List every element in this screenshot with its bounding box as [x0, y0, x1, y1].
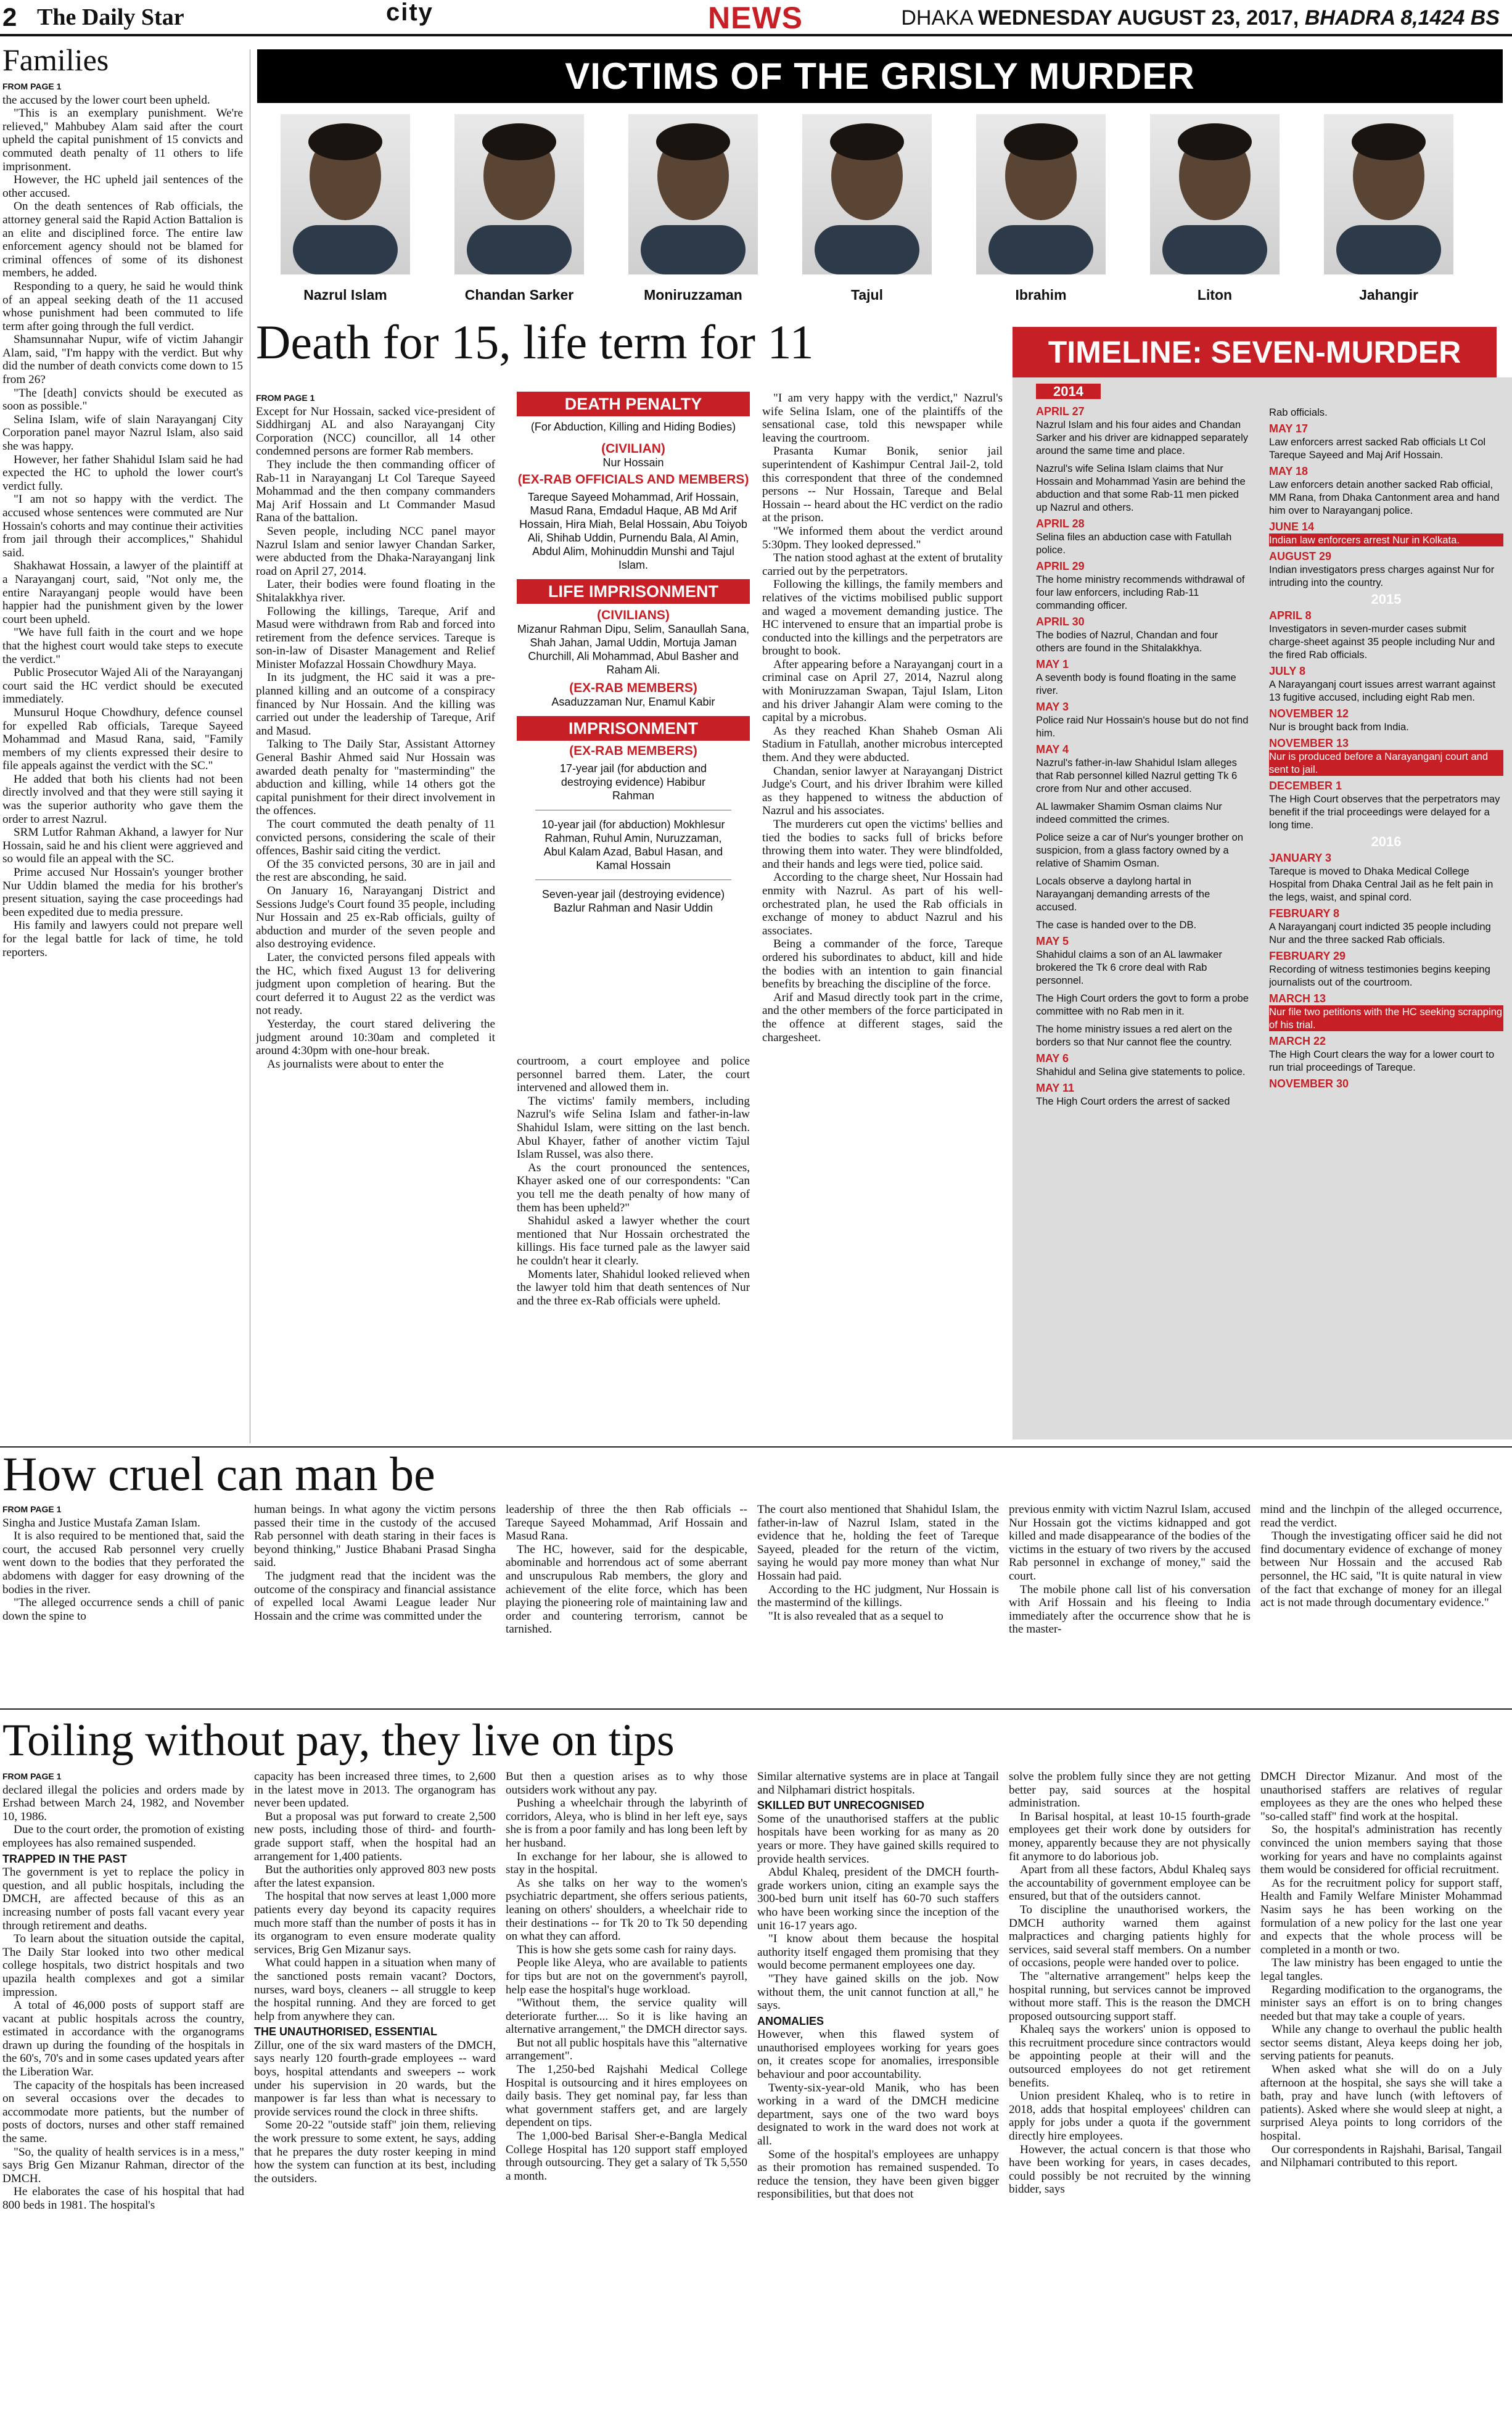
- paragraph: "I am not so happy with the verdict. The accused whose sentences were commuted are Nur Hossain's cohorts and may continue their activities from jail through their accomplices," Shahidul said.: [2, 493, 243, 559]
- civilian-names-1: Nur Hossain: [602, 456, 664, 469]
- paragraph: Yesterday, the court stared delivering the judgment around 10:30am and completed it around 4:30pm with one-hour break.: [256, 1017, 495, 1058]
- victim-name: Chandan Sarker: [464, 287, 574, 303]
- paragraph: On the death sentences of Rab officials, the attorney general said the Rapid Action Battalion is an elite and disciplined force. The entire law enforcement agency should not be blamed for criminal offences of some of its dishonest members, he added.: [2, 200, 243, 280]
- paragraph: Following the killings, the family members and relatives of the victims mobilised public support and waged a movement demanding justice. The HC intervened to ensure that an impartial probe is conducted into the killings and the perpetrators are brought to book.: [762, 578, 1003, 658]
- paragraph: courtroom, a court employee and police personnel barred them. Later, the court intervened and allowed them in.: [517, 1055, 750, 1095]
- paragraph: Twenty-six-year-old Manik, who has been working in a ward of the DMCH medicine department, says one of the two ward boys designated to work in the ward does not work at all.: [757, 2081, 999, 2148]
- timeline-entry: Nazrul's wife Selina Islam claims that Nur Hossain and Mohammad Yasin are behind the abduction and that some Rab-11 men picked up Nazrul and others.: [1036, 463, 1246, 513]
- timeline-entry: A seventh body is found floating in the same river.: [1036, 672, 1236, 696]
- paragraph: So, the hospital's administration has recently convinced the union members saying that those working for years and have no complaints against them would be considered for official recruitment.: [1260, 1823, 1502, 1877]
- timeline-entry: The High Court clears the way for a lower court to run trial proceedings of Tareque.: [1269, 1048, 1495, 1073]
- paragraph: "So, the quality of health services is in a mess," says Brig Gen Mizanur Rahman, director of the DMCH.: [2, 2145, 244, 2185]
- paragraph: However, the HC upheld jail sentences of the other accused.: [2, 173, 243, 200]
- paragraph: solve the problem fully since they are not getting better pay, said sources at the hospital administration.: [1009, 1770, 1251, 1810]
- paragraph: According to the charge sheet, Nur Hossain had enmity with Nazrul. As part of his well-orchestrated plan, he used the Rab officials in exchange of money to abduct Nazrul and his associates.: [762, 871, 1003, 937]
- timeline-title: TIMELINE: SEVEN-MURDER: [1013, 327, 1497, 377]
- timeline-entry: Shahidul claims a son of an AL lawmaker brokered the Tk 6 crore deal with Rab personnel.: [1036, 949, 1222, 986]
- paragraph: Arif and Masud directly took part in the crime, and the other members of the force participated in the offence at different stages, said the chargesheet.: [762, 991, 1003, 1044]
- paragraph: Later, their bodies were found floating in the Shitalakkhya river.: [256, 578, 495, 604]
- paragraph: While any change to overhaul the public health sector seems distant, Aleya keeps doing her job, serving patients for peanuts.: [1260, 2023, 1502, 2063]
- paragraph: "It is also revealed that as a sequel to: [768, 1609, 943, 1623]
- paragraph: It is also required to be mentioned that, said the court, the accused Rab personnel very cruelly went down to the bodies that they perforated the abdomens with dagger for easy drowning of the bodies in the river.: [2, 1530, 244, 1596]
- timeline-date: MAY 3: [1036, 701, 1069, 713]
- cruel-column: [1260, 1503, 1502, 1700]
- paragraph: Singha and Justice Mustafa Zaman Islam.: [2, 1516, 200, 1530]
- person-silhouette-icon: [628, 114, 758, 274]
- paragraph: Pushing a wheelchair through the labyrinth of corridors, Aleya, who is blind in her left eye, says she is from a poor family and has long been left by her husband.: [506, 1797, 747, 1850]
- timeline-date: APRIL 27: [1036, 405, 1085, 418]
- timeline-entry: Law enforcers arrest sacked Rab officials Lt Col Tareque Sayeed and Maj Arif Hossain.: [1269, 436, 1486, 461]
- cruel-column: [1009, 1503, 1251, 1700]
- from-page-label: FROM PAGE 1: [2, 1771, 62, 1781]
- timeline-entry: Recording of witness testimonies begins keeping journalists out of the courtroom.: [1269, 963, 1490, 988]
- paragraph: Apart from all these factors, Abdul Khaleq says the accountability of government employee can be ensured, but that of the outsiders cannot.: [1009, 1863, 1251, 1903]
- timeline-date: JULY 8: [1269, 665, 1306, 677]
- victim-name: Tajul: [851, 287, 883, 303]
- paragraph: "Without them, the service quality will deteriorate further.... So it is like having an alternative arrangement," the DMCH director says.: [506, 1996, 747, 2037]
- victim-photo: [1150, 114, 1280, 274]
- paragraph: Prasanta Kumar Bonik, senior jail superintendent of Kashimpur Central Jail-2, told this correspondent that three of the condemned persons -- Nur Hossain, Tareque and Belal Hossain -- heard about the HC verdict on the radio at the prison.: [762, 445, 1003, 525]
- dateline-place: DHAKA: [901, 6, 972, 30]
- timeline-entry: Law enforcers detain another sacked Rab official, MM Rana, from Dhaka Cantonment area and hand him over to Narayanganj police.: [1269, 479, 1500, 516]
- paragraph: Talking to The Daily Star, Assistant Attorney General Bashir Ahmed said Nur Hossain was awarded death penalty for "masterminding" the abduction and killing, while 14 others got the capital punishment for their direct involvement in the offences.: [256, 738, 495, 818]
- paragraph: When asked what she will do on a July afternoon at the hospital, she says she will take a bath, pray and have lunch (with leftovers of patients). Asked where she would sleep at night, a surprised Aleya points to long corridors of the hospital.: [1260, 2063, 1502, 2143]
- paragraph: leadership of three the then Rab officials -- Tareque Sayeed Mohammad, Arif Hossain and Masud Rana.: [506, 1503, 747, 1543]
- death15-column-1: [256, 392, 495, 1440]
- timeline-date: JUNE 14: [1269, 521, 1315, 533]
- timeline-entry: Nazrul's father-in-law Shahidul Islam alleges that Rab personnel killed Nazrul getting Tk 6 crore from Nur and other accused.: [1036, 757, 1238, 794]
- paragraph: He elaborates the case of his hospital that had 800 beds in 1981. The hospital's: [2, 2185, 244, 2212]
- imprisonment-entry-2: 10-year jail (for abduction) Mokhlesur Rahman, Ruhul Amin, Nuruzzaman, Abul Kalam Azad, Babul Hasan, and Kamal Hossain: [541, 818, 725, 871]
- timeline-entry: The High Court observes that the perpetrators may benefit if the trial proceedings were delayed for a long time.: [1269, 793, 1500, 831]
- paragraph: human beings. In what agony the victim persons passed their time in the custody of the accused Rab personnel with death staring in their faces is beyond thinking," Justice Bhabani Prasad Singha said.: [254, 1503, 496, 1570]
- person-silhouette-icon: [1324, 114, 1453, 274]
- person-silhouette-icon: [454, 114, 584, 274]
- paragraph: In Barisal hospital, at least 10-15 fourth-grade employees get their work done by outsiders for money, apparently because they are not physically fit anymore to do laborious job.: [1009, 1810, 1251, 1863]
- victim-name: Liton: [1197, 287, 1233, 303]
- paragraph: Abdul Khaleq, president of the DMCH fourth-grade workers union, citing an example says the 300-bed burn unit itself has 60-70 such staffers who have been working since the inception of the unit 16-17 years ago.: [757, 1866, 999, 1932]
- paragraph: The 1,000-bed Barisal Sher-e-Bangla Medical College Hospital has 120 support staff employed through outsourcing. They get a salary of Tk 5,550 a month.: [506, 2130, 747, 2183]
- imprisonment-title: IMPRISONMENT: [517, 716, 750, 741]
- toiling-headline: Toiling without pay, they live on tips: [2, 1715, 675, 1766]
- timeline-date: NOVEMBER 30: [1269, 1077, 1349, 1090]
- paragraph: "We informed them about the verdict around 5:30pm. They looked depressed.": [762, 524, 1003, 551]
- timeline-date: APRIL 8: [1269, 609, 1312, 622]
- dateline-date: WEDNESDAY AUGUST 23, 2017,: [978, 6, 1299, 30]
- paragraph: Some of the hospital's employees are unhappy as their promotion has remained suspended. To reduce the tension, they have been given bigger responsibilities, but that does not: [757, 2148, 999, 2201]
- paragraph: Regarding modification to the organograms, the minister says an effort is on to bring changes needed but that may take a couple of years.: [1260, 1983, 1502, 2023]
- paragraph: But not all public hospitals have this "alternative arrangement".: [506, 2036, 747, 2063]
- paragraph: To discipline the unauthorised workers, the DMCH authority warned them against malpractices and charging patients highly for services, said several staff members. On a number of occasions, people were handed over to police.: [1009, 1903, 1251, 1970]
- timeline-date: APRIL 28: [1036, 517, 1085, 530]
- timeline-date: MAY 18: [1269, 465, 1309, 477]
- paragraph: The murderers cut open the victims' bellies and tied the bodies to sacks full of bricks before throwing them into water. They were blindfolded, and their hands and legs were tied, police said.: [762, 818, 1003, 871]
- paragraph: The "alternative arrangement" helps keep the hospital running, but services cannot be improved without more staff. This is the reason the DMCH proposed outsourcing support staff.: [1009, 1969, 1251, 2023]
- families-article: [2, 80, 243, 1434]
- paragraph: They include the then commanding officer of Rab-11 in Narayanganj Lt Col Tareque Sayeed Mohammad and the then company commanders Maj Arif Hossain and Lt Commander Masud Rana of the battalion.: [256, 458, 495, 525]
- civilian-label-2: (CIVILIANS): [597, 608, 670, 622]
- timeline-entry: Police raid Nur Hossain's house but do not find him.: [1036, 714, 1249, 739]
- timeline-entry: Tareque is moved to Dhaka Medical College Hospital from Dhaka Central Jail as he felt pain in the legs, waist, and spinal cord.: [1269, 865, 1494, 903]
- timeline-date: MAY 6: [1036, 1052, 1069, 1065]
- victim-name: Ibrahim: [1015, 287, 1067, 303]
- paper-logo: The Daily Star: [37, 4, 184, 30]
- paragraph: the accused by the lower court been upheld.: [2, 93, 210, 107]
- page-number: 2: [2, 2, 17, 31]
- timeline-date: MAY 5: [1036, 935, 1069, 947]
- timeline-year-2014: 2014: [1036, 384, 1101, 399]
- toiling-column: [506, 1770, 747, 2412]
- cruel-column: [254, 1503, 496, 1700]
- paragraph: As she talks on her way to the women's psychiatric department, she offers serious patients, leaning on others' shoulders, a wheelchair ride to their destinations -- for Tk 20 to Tk 50 depending on what they can afford.: [506, 1876, 747, 1943]
- paragraph: Of the 35 convicted persons, 30 are in jail and the rest are absconding, he said.: [256, 857, 495, 884]
- section-rule: [0, 1708, 1512, 1710]
- timeline-entry: The case is handed over to the DB.: [1036, 919, 1197, 931]
- death15-headline: Death for 15, life term for 11: [256, 315, 814, 369]
- timeline-entry: A Narayanganj court issues arrest warrant against 13 fugitive accused, including eight Rab men.: [1269, 678, 1496, 703]
- paragraph: "We have full faith in the court and we hope that the highest court would take steps to execute the verdict.": [2, 626, 243, 666]
- timeline-entry: AL lawmaker Shamim Osman claims Nur indeed committed the crimes.: [1036, 801, 1222, 825]
- victim-photo: [976, 114, 1106, 274]
- civilian-names-2: Mizanur Rahman Dipu, Selim, Sanaullah Sana, Shah Jahan, Jamal Uddin, Mortuja Jaman Churchill, Ali Mohammad, Abul Basher and Raham Ali.: [517, 623, 750, 676]
- timeline-date: AUGUST 29: [1269, 550, 1332, 562]
- paragraph: Similar alternative systems are in place at Tangail and Nilphamari district hospitals.: [757, 1770, 999, 1797]
- cruel-headline: How cruel can man be: [2, 1447, 435, 1501]
- timeline-date: APRIL 30: [1036, 616, 1085, 628]
- timeline-entry: The High Court orders the govt to form a probe committee with no Rab men in it.: [1036, 992, 1249, 1017]
- timeline-entry: Selina files an abduction case with Fatullah police.: [1036, 531, 1232, 556]
- paragraph: The court commuted the death penalty of 11 convicted persons, considering the scale of their offences, Bashir said citing the verdict.: [256, 818, 495, 858]
- paragraph: Union president Khaleq, who is to retire in 2018, adds that hospital employees' children can apply for jobs under a quota if the government directly hire employees.: [1009, 2090, 1251, 2143]
- toiling-column: [1009, 1770, 1251, 2412]
- timeline-entry: Police seize a car of Nur's younger brother on suspicion, from a glass factory owned by a relative of Shamim Osman.: [1036, 831, 1244, 869]
- timeline-entry: The bodies of Nazrul, Chandan and four others are found in the Shitalakkhya.: [1036, 629, 1218, 654]
- timeline-entry: Nur is brought back from India.: [1269, 721, 1409, 733]
- timeline-date: MARCH 13: [1269, 992, 1326, 1005]
- victim-name: Moniruzzaman: [644, 287, 742, 303]
- toiling-column: [254, 1770, 496, 2412]
- toiling-column: [2, 1770, 244, 2412]
- timeline-date: MARCH 22: [1269, 1035, 1326, 1047]
- timeline-entry: A Narayanganj court indicted 35 people including Nur and the three sacked Rab officials.: [1269, 921, 1491, 945]
- timeline-date: FEBRUARY 29: [1269, 950, 1346, 962]
- paragraph: As the court pronounced the sentences, Khayer asked one of our correspondents: "Can you tell me the death penalty of how many of them has been upheld?": [517, 1161, 750, 1214]
- paragraph: However, when this flawed system of unauthorised employees working for years goes on, it creates scope for anomalies, irresponsible behaviour and poor accountability.: [757, 2028, 999, 2082]
- victim-name: Nazrul Islam: [303, 287, 387, 303]
- death15-column-2: [517, 1055, 750, 1440]
- timeline-date: NOVEMBER 12: [1269, 707, 1349, 720]
- paragraph: Chandan, senior lawyer at Narayanganj District Judge's Court, and his driver Ibrahim were killed as they happened to witness the abduction of Nazrul and his associates.: [762, 764, 1003, 818]
- cruel-column: [506, 1503, 747, 1700]
- paragraph: Being a commander of the force, Tareque ordered his subordinates to abduct, kill and hide the bodies with an intention to gain financial benefits by breaching the discipline of the force.: [762, 937, 1003, 991]
- from-page-label: FROM PAGE 1: [2, 1504, 62, 1514]
- paragraph: Munsurul Hoque Chowdhury, defence counsel for expelled Rab officials, Tareque Sayeed Mohammad and Masud Rana, said, "Family members of my clients expressed their desire to file appeals against the verdict with the SC.": [2, 706, 243, 773]
- paragraph: But a proposal was put forward to create 2,500 new posts, including those of third- and fourth-grade support staff, when the hospital had an arrangement for 1,400 patients.: [254, 1810, 496, 1863]
- paragraph: The victims' family members, including Nazrul's wife Selina Islam and father-in-law Shahidul Islam, were sitting on the last bench. Abul Khayer, father of another victim Tajul Islam Russel, was also there.: [517, 1094, 750, 1161]
- paragraph: But the authorities only approved 803 new posts after the latest expansion.: [254, 1863, 496, 1890]
- victim-name: Jahangir: [1359, 287, 1418, 303]
- timeline-entry: Rab officials.: [1269, 406, 1328, 418]
- paragraph: DMCH Director Mizanur. And most of the unauthorised staffers are relatives of regular employees as they are the ones who helped these "so-called staff" find work at the hospital.: [1260, 1770, 1502, 1823]
- timeline-date: MAY 11: [1036, 1082, 1075, 1094]
- timeline-entry: Indian investigators press charges against Nur for intruding into the country.: [1269, 564, 1495, 588]
- paragraph: "I am very happy with the verdict," Nazrul's wife Selina Islam, one of the plaintiffs of the sensational case, told this newspaper while leaving the courtroom.: [762, 392, 1003, 445]
- timeline-entry: Shahidul and Selina give statements to police.: [1036, 1066, 1246, 1077]
- paragraph: "They have gained skills on the job. Now without them, the unit cannot function at all," he says.: [757, 1972, 999, 2012]
- section-label: city: [386, 0, 433, 26]
- paragraph: declared illegal the policies and orders made by Ershad between March 24, 1982, and November 10, 1986.: [2, 1783, 244, 1823]
- timeline-year-2015: 2015: [1371, 591, 1402, 607]
- paragraph: Some 20-22 "outside staff" join them, relieving the work pressure to some extent, he says, adding that he prepares the duty roster keeping in mind how the system can function at its best, including the outsiders.: [254, 2119, 496, 2185]
- timeline-entry: Indian law enforcers arrest Nur in Kolkata.: [1269, 533, 1503, 546]
- rab-label-3: (EX-RAB MEMBERS): [569, 744, 697, 758]
- paragraph: Khaleq says the workers' union is opposed to this recruitment procedure since contractors would be appointing people at their will and the outsourced employees do not get retirement benefits.: [1009, 2023, 1251, 2090]
- paragraph: Selina Islam, wife of slain Narayanganj City Corporation panel mayor Nazrul Islam, also said she was happy.: [2, 413, 243, 453]
- paragraph: After appearing before a Narayanganj court in a criminal case on April 27, 2014, Nazrul along with Moniruzzaman Swapan, Tajul Islam, Liton and his driver Jahangir Alam were coming to the capital by a microbus.: [762, 657, 1003, 725]
- paragraph: As they reached Khan Shaheb Osman Ali Stadium in Fatullah, another microbus intercepted them. And they were abducted.: [762, 724, 1003, 765]
- timeline-entry: The home ministry recommends withdrawal of four law enforcers, including Rab-11 commanding officer.: [1036, 574, 1245, 611]
- victims-banner: VICTIMS OF THE GRISLY MURDER: [257, 49, 1503, 103]
- subheading: THE UNAUTHORISED, ESSENTIAL: [254, 2025, 438, 2038]
- paragraph: capacity has been increased three times, to 2,600 in the latest move in 2013. The organogram has never been updated.: [254, 1770, 496, 1810]
- families-headline: Families: [2, 43, 109, 77]
- paragraph: A total of 46,000 posts of support staff are vacant at public hospitals across the country, estimated in accordance with the organograms drawn up during the founding of the hospitals in the 60's, 70's and in some cases updated years after the Liberation War.: [2, 1999, 244, 2079]
- timeline-column-left: [1036, 381, 1249, 1436]
- from-page-label: FROM PAGE 1: [256, 393, 315, 403]
- paragraph: According to the HC judgment, Nur Hossain is the mastermind of the killings.: [757, 1583, 999, 1610]
- subheading: ANOMALIES: [757, 2014, 824, 2027]
- rab-names-2: Asaduzzaman Nur, Enamul Kabir: [551, 696, 715, 708]
- timeline-entry: Locals observe a daylong hartal in Narayanganj demanding arrests of the accused.: [1036, 875, 1210, 913]
- paragraph: On January 16, Narayanganj District and Sessions Judge's Court found 35 people, including Nur Hossain and 25 ex-Rab officials, guilty of abduction and murder of the seven people and also destroying evidence.: [256, 884, 495, 951]
- from-page-label: FROM PAGE 1: [2, 81, 62, 91]
- paragraph: However, her father Shahidul Islam said he had expected the HC to uphold the lower court's verdict fully.: [2, 453, 243, 493]
- paragraph: Moments later, Shahidul looked relieved when the lawyer told him that death sentences of Nur and the three ex-Rab officials were upheld.: [517, 1267, 750, 1308]
- paragraph: SRM Lutfor Rahman Akhand, a lawyer for Nur Hossain, said he and his client were aggrieved and so would file an appeal with the SC.: [2, 826, 243, 866]
- paragraph: Following the killings, Tareque, Arif and Masud were withdrawn from Rab and forced into retirement from the defence services. Tareque is son-in-law of Disaster Management and Relief Minister Mofazzal Hossain Chowdhury Maya.: [256, 604, 495, 671]
- life-imprisonment-title: LIFE IMPRISONMENT: [517, 579, 750, 604]
- subheading: SKILLED BUT UNRECOGNISED: [757, 1799, 925, 1812]
- paragraph: Except for Nur Hossain, sacked vice-president of Siddhirganj AL and also Narayanganj City Corporation (NCC) councillor, all 14 other condemned persons are former Rab members.: [256, 405, 495, 458]
- person-silhouette-icon: [802, 114, 932, 274]
- penalty-box: [517, 392, 750, 1045]
- dateline-bangla: BHADRA 8,1424 BS: [1304, 6, 1500, 30]
- paragraph: Shakhawat Hossain, a lawyer of the plaintiff at a Narayanganj court, said, "Not only me, the entire Narayanganj people would have been happier had the punishment given by the lower court been upheld.: [2, 559, 243, 626]
- paragraph: "This is an exemplary punishment. We're relieved," Mahbubey Alam said after the court upheld the capital punishment of 15 convicts and commuted death penalty of 11 others to life imprisonment.: [2, 107, 243, 173]
- imprisonment-entry-3: Seven-year jail (destroying evidence) Bazlur Rahman and Nasir Uddin: [541, 888, 725, 914]
- victim-photo: [1324, 114, 1453, 274]
- person-silhouette-icon: [281, 114, 410, 274]
- paragraph: People like Aleya, who are available to patients for tips but are not on the government's payroll, help ease the hospital's huge workload.: [506, 1956, 747, 1996]
- paragraph: In exchange for her labour, she is allowed to stay in the hospital.: [506, 1850, 747, 1877]
- paragraph: The judgment read that the incident was the outcome of the conspiracy and financial assistance of expelled local Awami League leader Nur Hossain and the crime was committed under the: [254, 1569, 496, 1623]
- paragraph: Seven people, including NCC panel mayor Nazrul Islam and senior lawyer Chandan Sarker, were abducted from the Dhaka-Narayanganj link road on April 27, 2014.: [256, 524, 495, 578]
- paragraph: mind and the linchpin of the alleged occurrence, read the verdict.: [1260, 1503, 1502, 1530]
- timeline-date: FEBRUARY 8: [1269, 907, 1340, 920]
- paragraph: Responding to a query, he said he would think of an appeal seeking death of the 11 accused whose punishment had been commuted to life term after going through the full verdict.: [2, 279, 243, 333]
- paragraph: Later, the convicted persons filed appeals with the HC, which fixed August 13 for delivering judgment upon completion of hearing. But the court deferred it to August 22 as the verdict was not ready.: [256, 950, 495, 1018]
- timeline-entry: The home ministry issues a red alert on the borders so that Nur cannot flee the country.: [1036, 1023, 1233, 1048]
- paragraph: Shahidul asked a lawyer whether the court mentioned that Nur Hossain orchestrated the killings. His face turned pale as the lawyer said he couldn't hear it clearly.: [517, 1214, 750, 1267]
- rab-label-1: (EX-RAB OFFICIALS AND MEMBERS): [517, 472, 749, 487]
- imprisonment-entry-1: 17-year jail (for abduction and destroying evidence) Habibur Rahman: [559, 762, 707, 802]
- paragraph: The capacity of the hospitals has been increased on several occasions over the decades to accommodate more patients, but the number of posts of doctors, nurses and other staff remained the same.: [2, 2078, 244, 2146]
- dateline: [901, 6, 1500, 30]
- toiling-column: [757, 1770, 999, 2412]
- paragraph: Public Prosecutor Wajed Ali of the Narayanganj court said the HC verdict should be executed immediately.: [2, 666, 243, 706]
- paragraph: The hospital that now serves at least 1,000 more patients every day beyond its capacity requires much more staff than the number of posts it has in its organogram to even ensure moderate quality services, Brig Gen Mizanur says.: [254, 1890, 496, 1956]
- category-label: NEWS: [708, 1, 803, 35]
- victim-photo: [281, 114, 410, 274]
- timeline-entry: Nur file two petitions with the HC seeking scrapping of his trial.: [1269, 1006, 1503, 1031]
- timeline-date: DECEMBER 1: [1269, 780, 1342, 792]
- paragraph: Though the investigating officer said he did not find documentary evidence of exchange of money between Nur Hossain and the accused Rab personnel, the HC said, "It is quite natural in view of the fact that exchange of money for an illegal act is not made through documentary evidence.": [1260, 1530, 1502, 1610]
- rab-names-1: Tareque Sayeed Mohammad, Arif Hossain, Masud Rana, Emdadul Haque, AB Md Arif Hossain, Hira Miah, Belal Hossain, Abu Toiyob Ali, Shihab Uddin, Purnendu Bala, Al Amin, Abdul Alim, Mohinuddin Munshi and Tajul Islam.: [519, 491, 747, 571]
- paragraph: The law ministry has been engaged to untie the legal tangles.: [1260, 1956, 1502, 1983]
- timeline-date: MAY 1: [1036, 658, 1069, 670]
- paragraph: The 1,250-bed Rajshahi Medical College Hospital is outsourcing and it hires employees on daily basis. They get nominal pay, far less than what government staffers get, and are largely dependent on tips.: [506, 2063, 747, 2130]
- paragraph: As for the recruitment policy for support staff, Health and Family Welfare Minister Mohammad Nasim says he has been working on the formulation of a new policy for the last one year and expects that the whole process will be completed in a month or two.: [1260, 1876, 1502, 1956]
- timeline-entry: Investigators in seven-murder cases submit charge-sheet against 35 people including Nur and the fired Rab officials.: [1269, 623, 1495, 661]
- paragraph: The government is yet to replace the policy in question, and all public hospitals, including the DMCH, are affected because of this as an increasing number of posts fall vacant every year through retirement and deaths.: [2, 1866, 244, 1932]
- cruel-column: [2, 1503, 244, 1700]
- paragraph: Some of the unauthorised staffers at the public hospitals have been working for as many as 20 years or more. They have gained skills required to provide health services.: [757, 1812, 999, 1866]
- paragraph: Shamsunnahar Nupur, wife of victim Jahangir Alam, said, "I'm happy with the verdict. But why did the number of death convicts come down to 15 from 26?: [2, 333, 243, 387]
- paragraph: previous enmity with victim Nazrul Islam, accused Nur Hossain got the victims kidnapped and got killed and made disappearance of the bodies of the victims in the estuary of two rivers by the accused Rab personnel in exchange of money," said the court.: [1009, 1503, 1251, 1583]
- paragraph: The mobile phone call list of his conversation with Arif Hossain and his fleeing to India immediately after the occurrence show that he is the master-: [1009, 1583, 1251, 1636]
- timeline-date: MAY 17: [1269, 422, 1309, 435]
- death-penalty-sub: (For Abduction, Killing and Hiding Bodies): [530, 421, 736, 433]
- timeline-entry: Nazrul Islam and his four aides and Chandan Sarker and his driver are kidnapped separately around the same time and place.: [1036, 419, 1249, 456]
- toiling-column: [1260, 1770, 1502, 2412]
- timeline-column-right: [1269, 401, 1503, 1443]
- victim-photo: [454, 114, 584, 274]
- paragraph: Our correspondents in Rajshahi, Barisal, Tangail and Nilphamari contributed to this report.: [1260, 2143, 1502, 2170]
- paragraph: To learn about the situation outside the capital, The Daily Star looked into two other medical college hospitals, two district hospitals and two upazila health complexes and got a similar impression.: [2, 1932, 244, 1999]
- civilian-label-1: (CIVILIAN): [601, 442, 665, 456]
- timeline-entry: Nur is produced before a Narayanganj court and sent to jail.: [1269, 750, 1503, 776]
- timeline-year-2016: 2016: [1371, 834, 1402, 849]
- victim-photo: [802, 114, 932, 274]
- paragraph: Zillur, one of the six ward masters of the DMCH, says nearly 120 fourth-grade employees -- ward boys, hospital attendants and sweepers -- work under his supervision in 20 wards, but the manpower is far less than what is necessary to provide services round the clock in three shifts.: [254, 2038, 496, 2119]
- paragraph: As journalists were about to enter the: [267, 1057, 444, 1071]
- timeline-date: APRIL 29: [1036, 560, 1085, 572]
- paragraph: The HC, however, said for the despicable, abominable and horrendous act of some aberrant and unscrupulous Rab members, the glory and achievement of the elite force, which has been playing the pioneering role of maintaining law and order and countering terrorism, cannot be tarnished.: [506, 1543, 747, 1636]
- paragraph: However, the actual concern is that those who have been working for years, in cases decades, could possibly be not recruited by the winning bidder, says: [1009, 2143, 1251, 2196]
- timeline-date: NOVEMBER 13: [1269, 737, 1349, 749]
- paragraph: But then a question arises as to why those outsiders work without any pay.: [506, 1770, 747, 1797]
- person-silhouette-icon: [976, 114, 1106, 274]
- rab-label-2: (EX-RAB MEMBERS): [569, 681, 697, 695]
- paragraph: His family and lawyers could not prepare well for the legal battle for lack of time, he told reporters.: [2, 919, 243, 959]
- timeline-date: MAY 4: [1036, 743, 1069, 756]
- paragraph: Due to the court order, the promotion of existing employees has also remained suspended.: [2, 1823, 244, 1850]
- paragraph: This is how she gets some cash for rainy days.: [517, 1943, 736, 1956]
- paragraph: What could happen in a situation when many of the sanctioned posts remain vacant? Doctors, nurses, ward boys, cleaners -- all struggle to keep the hospital running. And they are forced to get help from anywhere they can.: [254, 1956, 496, 2023]
- subheading: TRAPPED IN THE PAST: [2, 1852, 127, 1865]
- person-silhouette-icon: [1150, 114, 1280, 274]
- paragraph: "The [death] convicts should be executed as soon as possible.": [2, 386, 243, 413]
- timeline-date: JANUARY 3: [1269, 852, 1332, 864]
- death15-column-3: [762, 392, 1003, 1440]
- paragraph: In its judgment, the HC said it was a pre-planned killing and an outcome of a conspiracy financed by Nur Hossain. And the killing was carried out under the leadership of Tareque, Arif and Masud.: [256, 671, 495, 738]
- paragraph: The nation stood aghast at the extent of brutality carried out by the perpetrators.: [762, 551, 1003, 578]
- victim-photo: [628, 114, 758, 274]
- cruel-column: [757, 1503, 999, 1700]
- paragraph: He added that both his clients had not been directly involved and that they were still saying it was the superior authority who gave them the order to arrest Nazrul.: [2, 772, 243, 826]
- paragraph: "I know about them because the hospital authority itself engaged them promising that they would become permanent employees one day.: [757, 1932, 999, 1972]
- death-penalty-title: DEATH PENALTY: [517, 392, 750, 416]
- paragraph: Prime accused Nur Hossain's younger brother Nur Uddin blamed the media for his brother's present situation, saying the case proceedings had been expedited due to media pressure.: [2, 866, 243, 919]
- timeline-entry: The High Court orders the arrest of sacked: [1036, 1095, 1230, 1107]
- paragraph: The court also mentioned that Shahidul Islam, the father-in-law of Nazrul Islam, stated in the evidence that he, holding the feet of Tareque Sayeed, pleaded for the return of the victim, saying he would pay more money than what Nur Hossain had paid.: [757, 1503, 999, 1583]
- paragraph: "The alleged occurrence sends a chill of panic down the spine to: [2, 1596, 244, 1623]
